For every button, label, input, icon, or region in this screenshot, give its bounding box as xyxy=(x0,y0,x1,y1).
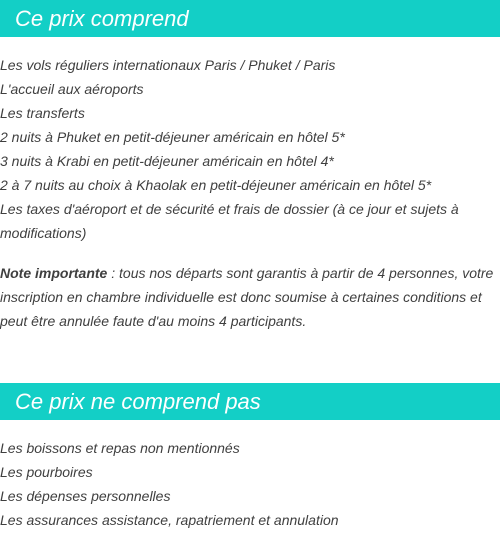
excludes-title: Ce prix ne comprend pas xyxy=(15,388,261,414)
includes-list xyxy=(0,53,500,245)
list-item: Les pourboires xyxy=(0,464,93,480)
includes-section-header xyxy=(0,0,500,37)
list-item: L'accueil aux aéroports xyxy=(0,81,144,97)
list-item: Les taxes d'aéroport et de sécurité et frais de dossier (à ce jour et sujets à modifications) xyxy=(0,201,459,241)
list-item: Les boissons et repas non mentionnés xyxy=(0,440,240,456)
list-item: 2 à 7 nuits au choix à Khaolak en petit-déjeuner américain en hôtel 5* xyxy=(0,177,432,193)
important-note xyxy=(0,261,500,333)
list-item: Les transferts xyxy=(0,105,85,121)
list-item: Les vols réguliers internationaux Paris / Phuket / Paris xyxy=(0,57,336,73)
excludes-list xyxy=(0,436,500,532)
list-item: Les dépenses personnelles xyxy=(0,488,171,504)
list-item: 2 nuits à Phuket en petit-déjeuner américain en hôtel 5* xyxy=(0,129,345,145)
note-text: : tous nos départs sont garantis à partir de 4 personnes, votre inscription en chambre individuelle est donc soumise à certaines conditions et peut être annulée faute d'au moins 4 participants. xyxy=(0,265,494,329)
excludes-section-header xyxy=(0,383,500,420)
note-label: Note importante xyxy=(0,265,108,281)
list-item: 3 nuits à Krabi en petit-déjeuner américain en hôtel 4* xyxy=(0,153,334,169)
list-item: Les assurances assistance, rapatriement et annulation xyxy=(0,512,339,528)
includes-title: Ce prix comprend xyxy=(15,5,189,31)
